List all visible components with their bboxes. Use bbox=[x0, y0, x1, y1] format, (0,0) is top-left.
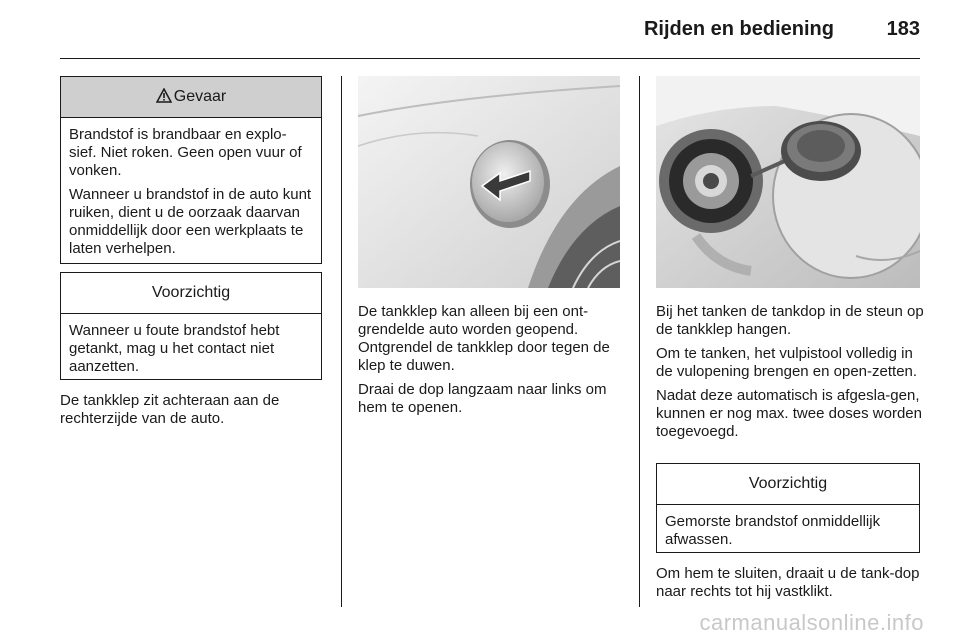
warning-triangle-icon bbox=[156, 88, 172, 103]
warning-paragraph: Brandstof is brandbaar en explo-sief. Niet roken. Geen open vuur of vonken. bbox=[69, 126, 302, 179]
warning-box-title: Gevaar bbox=[173, 88, 227, 105]
column-divider-2 bbox=[639, 76, 640, 607]
body-paragraph: De tankklep kan alleen bij een ont-grendelde auto worden geopend. Ontgrendel de tankklep door tegen de klep te duwen. bbox=[358, 303, 610, 374]
caution-text: Wanneer u foute brandstof hebt getankt, mag u het contact niet aanzetten. bbox=[69, 322, 280, 375]
body-paragraph: Om hem te sluiten, draait u de tank-dop naar rechts tot hij vastklikt. bbox=[656, 565, 920, 600]
page-header-title: Rijden en bediening bbox=[643, 18, 834, 40]
body-paragraph: De tankklep zit achteraan aan de rechterzijde van de auto. bbox=[60, 392, 280, 427]
body-paragraph: Om te tanken, het vulpistool volledig in de vulopening brengen en open-zetten. bbox=[656, 345, 918, 380]
header-rule bbox=[60, 58, 920, 59]
fuel-filler-figure bbox=[656, 76, 920, 288]
caution-box bbox=[656, 463, 920, 553]
caution-box-header bbox=[61, 273, 321, 314]
page-number: 183 bbox=[886, 18, 920, 40]
caution-box bbox=[60, 272, 322, 380]
column-divider-1 bbox=[341, 76, 342, 607]
body-paragraph: Draai de dop langzaam naar links om hem te openen. bbox=[358, 381, 607, 416]
warning-box bbox=[60, 76, 322, 264]
warning-box-header bbox=[61, 77, 321, 118]
watermark: carmanualsonline.info bbox=[699, 610, 924, 635]
caution-box-title: Voorzichtig bbox=[151, 284, 231, 301]
body-paragraph: Nadat deze automatisch is afgesla-gen, kunnen er nog max. twee doses worden toegevoegd. bbox=[656, 387, 922, 440]
caution-box-header bbox=[657, 464, 919, 505]
warning-paragraph: Wanneer u brandstof in de auto kunt ruiken, dient u de oorzaak daarvan onmiddellijk door een werkplaats te laten verhelpen. bbox=[69, 186, 312, 257]
caution-box-title: Voorzichtig bbox=[748, 475, 828, 492]
body-paragraph: Bij het tanken de tankdop in de steun op de tankklep hangen. bbox=[656, 303, 924, 338]
fuel-flap-figure bbox=[358, 76, 620, 288]
caution-text: Gemorste brandstof onmiddellijk afwassen. bbox=[665, 513, 881, 548]
